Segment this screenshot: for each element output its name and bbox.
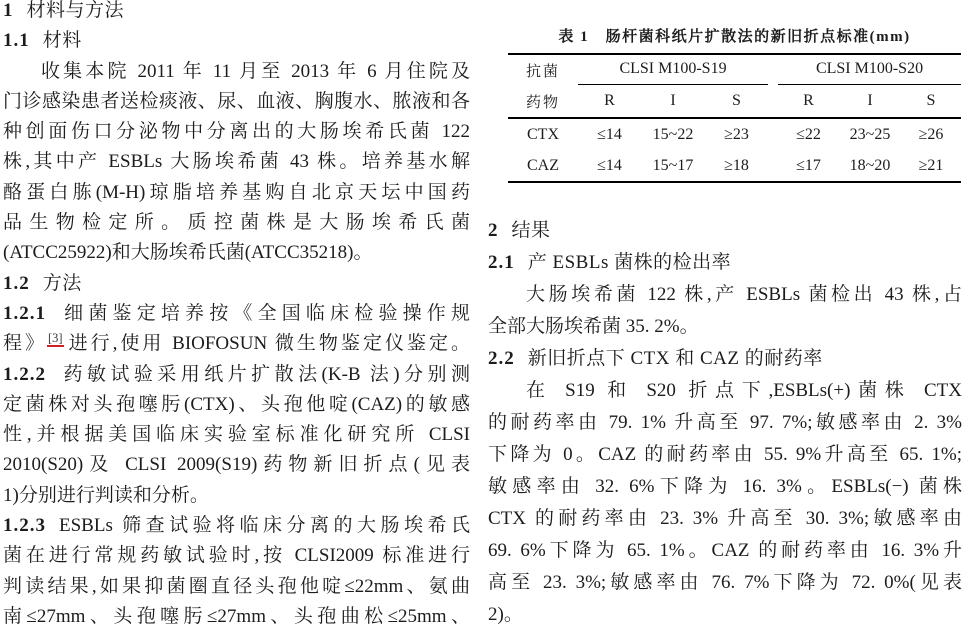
paragraph-line: 判读结果,如果抑菌圈直径头孢他啶≤22mm、氨曲: [3, 575, 470, 597]
table-cell: 15~22: [652, 125, 694, 143]
section-1-2-number: 1.2: [3, 272, 30, 294]
table-header-drug-line1: 抗菌: [525, 63, 560, 80]
paragraph-line: 69. 6%下降为 65. 1%。CAZ 的耐药率由 16. 3%升: [488, 540, 962, 561]
table-cell: ≥23: [724, 125, 749, 143]
table-row: [508, 119, 961, 150]
section-2-2-number: 2.2: [488, 348, 515, 369]
paragraph-line: 性,并根据美国临床实验室标准化研究所 CLSI: [3, 424, 470, 446]
section-1-2-3-number: 1.2.3: [3, 515, 46, 537]
paragraph-line: 2010(S20)及 CLSI 2009(S19)药物新旧折点(见表: [3, 454, 470, 476]
table-subheader-i: I: [670, 92, 676, 109]
table-cell: ≤22: [796, 125, 821, 143]
paragraph-line: 高至 23. 3%;敏感率由 76. 7%下降为 72. 0%(见表: [488, 572, 962, 593]
table-cell: 23~25: [849, 125, 891, 143]
paragraph-line: (ATCC25922)和大肠埃希氏菌(ATCC35218)。: [3, 242, 373, 264]
section-1-1-heading: [3, 26, 470, 56]
section-1-2-2-line: [3, 360, 470, 390]
table-cell: 18~20: [849, 156, 891, 174]
section-1-1-number: 1.1: [3, 30, 30, 52]
paragraph-line: 定菌株对头孢噻肟(CTX)、头孢他啶(CAZ)的敏感: [3, 393, 470, 415]
paragraph-line: 的耐药率由 79. 1% 升高至 97. 7%;敏感率由 2. 3%: [488, 412, 962, 433]
paragraph-line: 程》: [3, 333, 48, 355]
section-1-2-1-line: [3, 299, 470, 329]
section-1-2-3-line: [3, 511, 470, 541]
right-column: [488, 0, 964, 640]
left-column: [3, 0, 470, 632]
results-section: [488, 215, 962, 631]
section-2-1-heading: [488, 247, 962, 279]
table-1: [508, 26, 961, 183]
table-cell: ≤17: [796, 156, 821, 174]
section-1-heading: [3, 0, 470, 26]
section-1-2-2-number: 1.2.2: [3, 363, 46, 385]
table-subheader-s: S: [926, 92, 936, 109]
paragraph-line: 大肠埃希菌 122 株,产 ESBLs 菌检出 43 株,占: [526, 284, 962, 305]
paragraph-line: 药敏试验采用纸片扩散法(K-B 法)分别测: [59, 363, 470, 385]
paragraph-line: CTX 的耐药率由 23. 3% 升高至 30. 3%;敏感率由: [488, 508, 962, 529]
table-subheader-r: R: [604, 92, 615, 109]
section-2-2-title: 新旧折点下 CTX 和 CAZ 的耐药率: [527, 348, 823, 369]
paragraph-line: 酪蛋白胨(M-H)琼脂培养基购自北京天坛中国药: [3, 181, 470, 203]
table-cell-drug: CTX: [527, 125, 559, 143]
table-header-clsi-s20: CLSI M100-S20: [778, 56, 961, 85]
section-1-2-heading: [3, 269, 470, 299]
section-2-title: 结果: [511, 220, 551, 241]
paragraph-line: 南≤27mm、头孢噻肟≤27mm、头孢曲松≤25mm、: [3, 605, 470, 627]
paragraph-line: 收集本院 2011 年 11 月至 2013 年 6 月住院及: [41, 60, 470, 82]
paragraph-line: 品生物检定所。质控菌株是大肠埃希氏菌: [3, 212, 470, 234]
paragraph-line: 下降为 0。CAZ 的耐药率由 55. 9%升高至 65. 1%;: [488, 444, 962, 465]
section-1-number: 1: [3, 0, 14, 21]
paragraph-line: ESBLs 筛查试验将临床分离的大肠埃希氏: [59, 515, 470, 537]
table-subheader-i: I: [867, 92, 873, 109]
section-2-1-title: 产 ESBLs 菌株的检出率: [527, 252, 732, 273]
section-1-1-title: 材料: [42, 30, 82, 52]
paragraph-line: 2)。: [488, 604, 523, 625]
table-cell: ≥21: [918, 156, 944, 174]
paragraph-line: 株,其中产 ESBLs 大肠埃希菌 43 株。培养基水解: [3, 151, 470, 173]
paragraph-line: 全部大肠埃希菌 35. 2%。: [488, 316, 699, 337]
table-cell: ≤14: [597, 125, 622, 143]
table-1-body: [508, 53, 961, 183]
table-header-drug-line2: 药物: [525, 94, 560, 111]
table-cell: ≤14: [597, 156, 622, 174]
paragraph-line: 种创面伤口分泌物中分离出的大肠埃希氏菌 122: [3, 121, 470, 143]
table-cell-drug: CAZ: [527, 156, 559, 174]
section-1-2-title: 方法: [42, 272, 82, 294]
section-2-2-heading: [488, 343, 962, 375]
table-subheader-s: S: [732, 92, 741, 109]
table-cell: 15~17: [652, 156, 694, 174]
paragraph-line: 细菌鉴定培养按《全国临床检验操作规: [59, 302, 470, 324]
table-cell: ≥18: [724, 156, 749, 174]
paragraph-line: 在 S19 和 S20 折点下,ESBLs(+)菌株 CTX: [526, 380, 962, 401]
paragraph-line: 菌在进行常规药敏试验时,按 CLSI2009 标准进行: [3, 545, 470, 567]
section-2-1-number: 2.1: [488, 252, 515, 273]
table-row: [508, 150, 961, 181]
paragraph-line: 进行,使用 BIOFOSUN 微生物鉴定仪鉴定。: [65, 333, 470, 355]
reference-3-link[interactable]: [3]: [48, 331, 63, 346]
paragraph-line-with-reference: [3, 329, 470, 359]
paragraph-line: 敏感率由 32. 6%下降为 16. 3%。ESBLs(−) 菌株: [488, 476, 962, 497]
section-1-title: 材料与方法: [26, 0, 125, 21]
section-2-number: 2: [488, 220, 499, 241]
table-cell: ≥26: [918, 125, 944, 143]
table-subheader-r: R: [803, 92, 814, 109]
paragraph-line: 1)分别进行判读和分析。: [3, 484, 209, 506]
section-2-heading: [488, 215, 962, 247]
table-header-clsi-s19: CLSI M100-S19: [578, 56, 768, 85]
paragraph-line: 门诊感染患者送检痰液、尿、血液、胸腹水、脓液和各: [3, 90, 470, 112]
table-1-caption: 表 1 肠杆菌科纸片扩散法的新旧折点标准(mm): [558, 29, 911, 45]
section-1-2-1-number: 1.2.1: [3, 302, 46, 324]
